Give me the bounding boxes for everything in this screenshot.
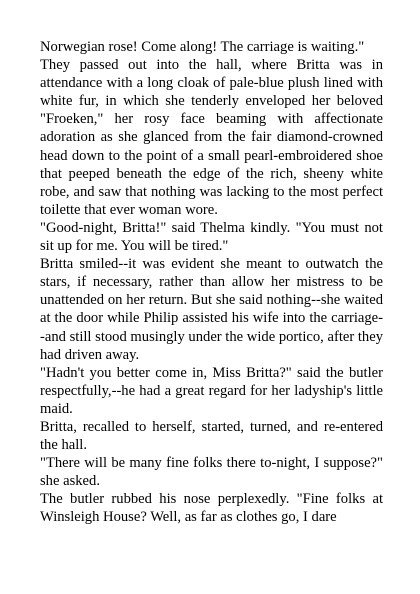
paragraph: "Good-night, Britta!" said Thelma kindly. "You must not sit up for me. You will be tired." (40, 219, 383, 255)
paragraph: Norwegian rose! Come along! The carriage is waiting." (40, 39, 365, 55)
paragraph: "Hadn't you better come in, Miss Britta?" said the butler respectfully,--he had a great regard for her ladyship's little maid. (40, 364, 383, 417)
paragraph: "There will be many fine folks there to-night, I suppose?" she asked. (40, 455, 383, 490)
paragraph: The butler rubbed his nose perplexedly. "Fine folks at Winsleigh House? Well, as far as clothes go, I dare (40, 491, 383, 526)
paragraph: Britta smiled--it was evident she meant to outwatch the stars, if necessary, rather than allow her mistress to be unattended on her return. But she said nothing--she waited at the door while Philip assisted his wife into the carriage--and still stood musingly under the wide portico, after they had driven away. (40, 256, 383, 363)
book-page-text (40, 38, 383, 527)
paragraph: They passed out into the hall, where Britta was in attendance with a long cloak of pale-blue plush lined with white fur, in which she tenderly enveloped her beloved "Froeken," her rosy face beaming with affectionate adoration as she glanced from the fair diamond-crowned head down to the point of a small pearl-embroidered shoe that peeped beneath the edge of the rich, sheeny white robe, and saw that nothing was lacking to the most perfect toilette that ever woman wore. (40, 57, 383, 218)
paragraph: Britta, recalled to herself, started, turned, and re-entered the hall. (40, 418, 383, 454)
